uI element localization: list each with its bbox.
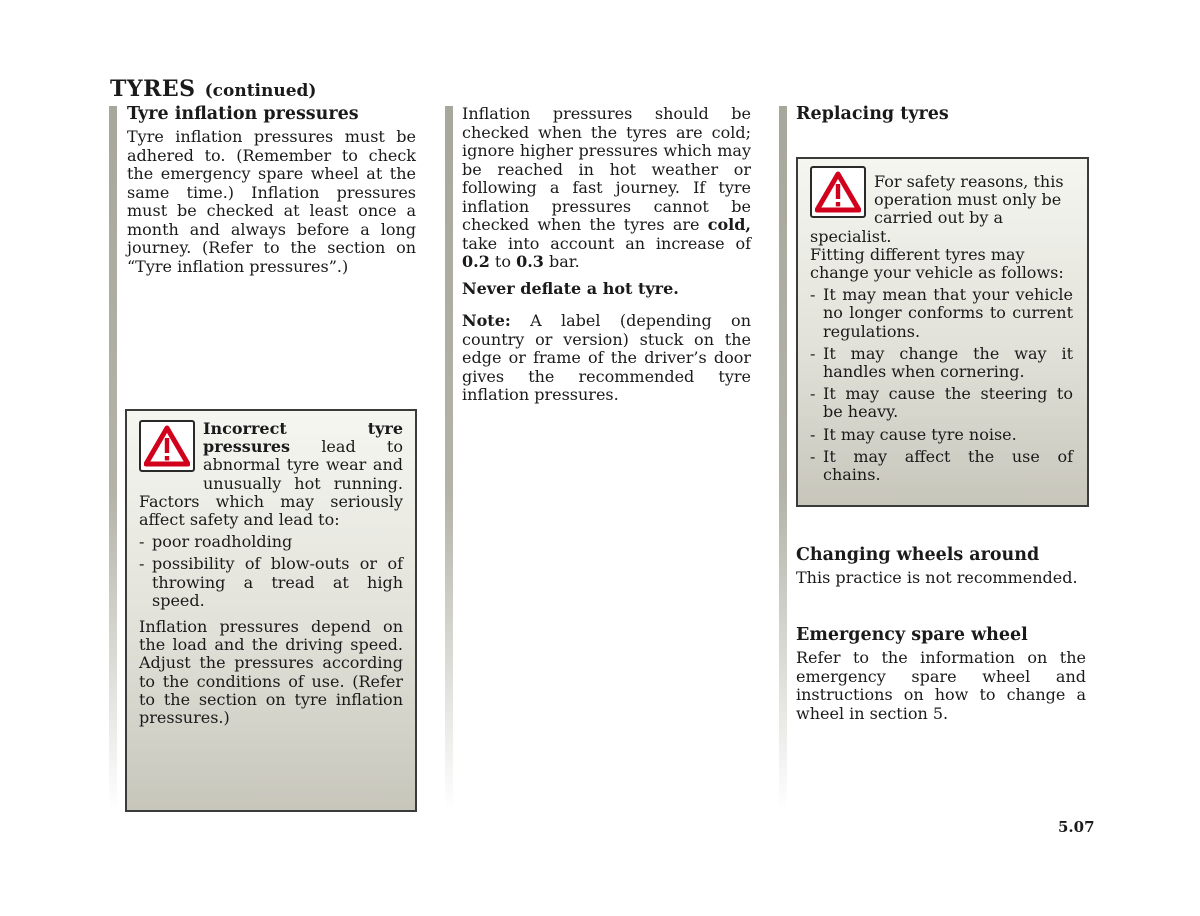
right-column-rule: [779, 106, 787, 811]
list-item: - It may mean that your vehicle no longer conforms to current regulations.: [810, 286, 1073, 341]
left-column: [127, 104, 416, 276]
text-run: bar.: [543, 252, 580, 271]
list-item: - possibility of blow-outs or of throwing a tread at high speed.: [139, 555, 403, 610]
right-column-top: [796, 104, 1086, 128]
text-run: to: [489, 252, 517, 271]
warning-para: Inflation pressures depend on the load and the driving speed. Adjust the pressures according to the conditions of use. (Refer to the section on tyre inflation pressures.): [139, 617, 403, 728]
warning-box-pressures: [125, 409, 417, 812]
text-run-bold: 0.2: [462, 252, 490, 271]
page-title: [110, 76, 316, 102]
spare-text: Refer to the information on the emergency spare wheel and instructions on how to change a wheel in section 5.: [796, 648, 1086, 723]
warning-triangle-icon: [810, 166, 866, 218]
note-text: A label (depending on country or version) stuck on the edge or frame of the driver’s door gives the recommended tyre inflation pressures.: [462, 311, 751, 404]
list-item: - It may affect the use of chains.: [810, 448, 1073, 484]
spare-section: [796, 625, 1086, 723]
left-column-rule: [109, 106, 117, 811]
text-run-bold: cold,: [707, 215, 751, 234]
list-item: - It may cause the steering to be heavy.: [810, 385, 1073, 421]
warning-box-replacing: [796, 157, 1089, 507]
changing-text: This practice is not recommended.: [796, 568, 1078, 587]
section-heading-replacing: Replacing tyres: [796, 104, 949, 124]
middle-paragraph: [462, 105, 751, 272]
note-paragraph: [462, 312, 751, 405]
note-label: Note:: [462, 311, 511, 330]
section-heading-spare: Emergency spare wheel: [796, 625, 1028, 645]
warning-lead-rest: lead to abnormal tyre wear and unusually hot running. Factors which may seriously affect safety and lead to:: [139, 437, 403, 530]
inflation-body: Tyre inflation pressures must be adhered to. (Remember to check the emergency spare wheel at the same time.) Inflation pressures must be checked at least once a month and always before a long journey. (Refer to the section on “Tyre inflation pressures”.): [127, 127, 416, 276]
text-run-bold: 0.3: [516, 252, 544, 271]
page-number: 5.07: [1058, 818, 1095, 836]
warning-list: [139, 533, 403, 610]
middle-column: [462, 105, 751, 405]
warning-lead-bold: Incorrect tyre pressures: [203, 419, 403, 457]
section-heading-changing: Changing wheels around: [796, 545, 1040, 565]
text-run: take into account an increase of: [462, 233, 751, 253]
list-item: - It may cause tyre noise.: [810, 426, 1073, 444]
changing-section: [796, 545, 1086, 588]
replace-list: [810, 286, 1073, 484]
middle-column-rule: [445, 106, 453, 811]
title-main: TYRES: [110, 76, 196, 102]
list-item: - poor roadholding: [139, 533, 403, 551]
never-deflate: Never deflate a hot tyre.: [462, 278, 679, 298]
list-item: - It may change the way it handles when cornering.: [810, 345, 1073, 381]
replace-warning-lead: For safety reasons, this operation must only be carried out by a specialist.: [810, 172, 1064, 246]
warning-triangle-icon: [139, 420, 195, 472]
replace-intro: Fitting different tyres may change your vehicle as follows:: [810, 244, 1064, 283]
text-run: Inflation pressures should be checked when the tyres are cold; ignore higher pressures which may be reached in hot weather or following a fast journey. If tyre inflation pressures cannot be checked when the tyres are: [462, 104, 751, 234]
title-subtitle: (continued): [204, 81, 317, 101]
section-heading-inflation: Tyre inflation pressures: [127, 104, 359, 124]
